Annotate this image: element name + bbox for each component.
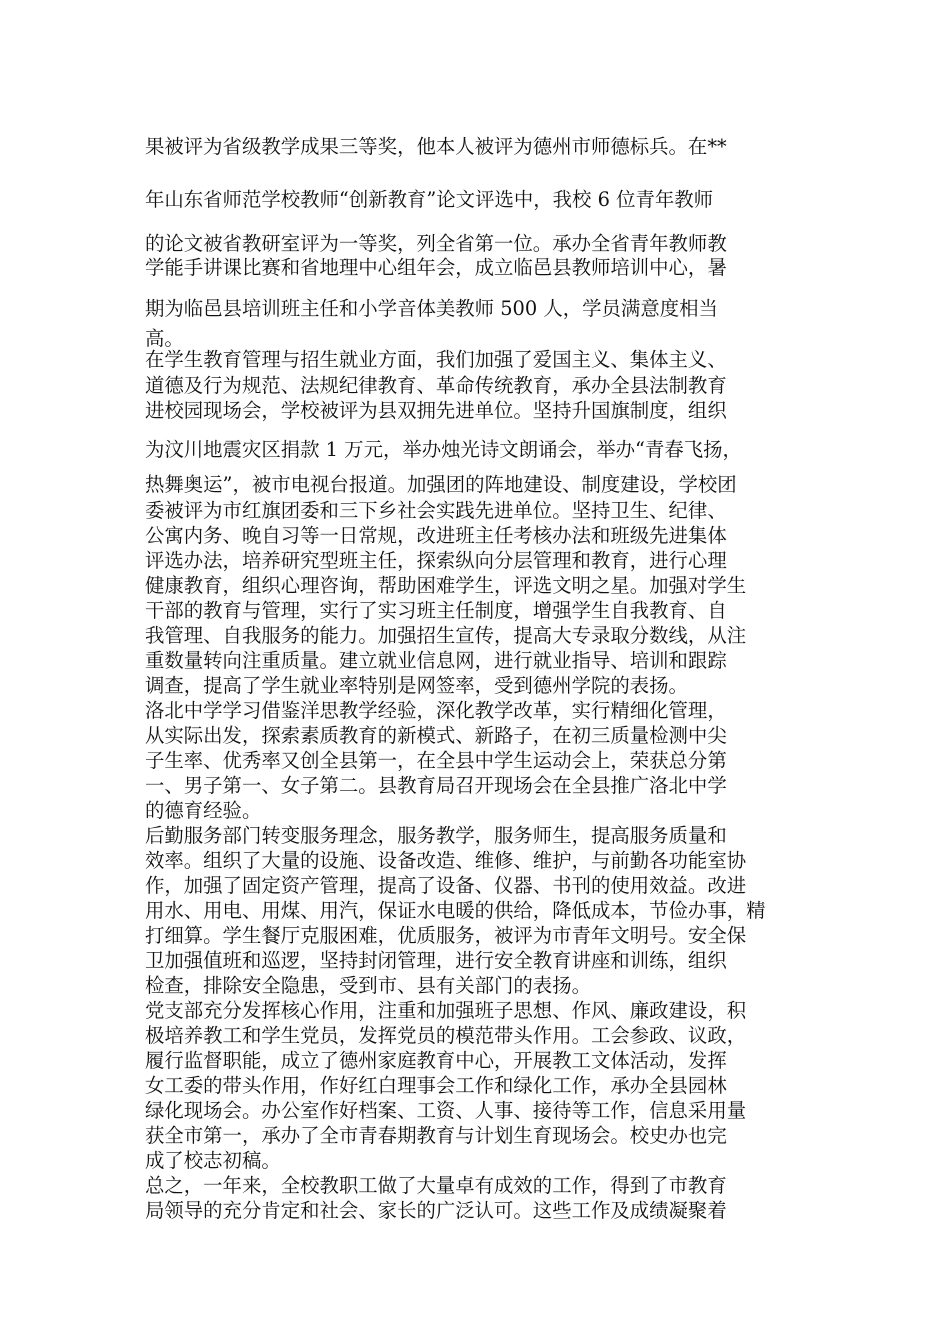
text-line: 评选办法，培养研究型班主任，探索纵向分层管理和教育，进行心理 xyxy=(145,549,727,572)
text-line: 重数量转向注重质量。建立就业信息网，进行就业指导、培训和跟踪 xyxy=(145,649,727,672)
text-line: 道德及行为规范、法规纪律教育、革命传统教育，承办全县法制教育 xyxy=(145,374,727,397)
text-line: 健康教育，组织心理咨询，帮助困难学生，评选文明之星。加强对学生 xyxy=(145,574,747,597)
text-line: 检查，排除安全隐患，受到市、县有关部门的表扬。 xyxy=(145,974,591,997)
text-line: 公寓内务、晚自习等一日常规，改进班主任考核办法和班级先进集体 xyxy=(145,524,727,547)
text-line: 果被评为省级教学成果三等奖，他本人被评为德州市师德标兵。在** xyxy=(145,135,727,158)
text-line: 进校园现场会，学校被评为县双拥先进单位。坚持升国旗制度，组织 xyxy=(145,399,727,422)
text-line: 从实际出发，探索素质教育的新模式、新路子，在初三质量检测中尖 xyxy=(145,724,727,747)
text-line: 一、男子第一、女子第二。县教育局召开现场会在全县推广洛北中学 xyxy=(145,774,727,797)
text-line: 的德育经验。 xyxy=(145,799,262,822)
text-line: 学能手讲课比赛和省地理中心组年会，成立临邑县教师培训中心，暑 xyxy=(145,256,727,279)
text-line: 总之，一年来，全校教职工做了大量卓有成效的工作，得到了市教育 xyxy=(145,1174,727,1197)
text-line: 的论文被省教研室评为一等奖，列全省第一位。承办全省青年教师教 xyxy=(145,232,727,255)
text-line: 用水、用电、用煤、用汽，保证水电暖的供给，降低成本，节俭办事，精 xyxy=(145,899,766,922)
text-line: 我管理、自我服务的能力。加强招生宣传，提高大专录取分数线，从注 xyxy=(145,624,747,647)
text-line: 极培养教工和学生党员，发挥党员的模范带头作用。工会参政、议政， xyxy=(145,1024,747,1047)
text-line: 期为临邑县培训班主任和小学音体美教师 500 人，学员满意度相当 xyxy=(145,297,718,320)
text-line: 为汶川地震灾区捐款 1 万元，举办烛光诗文朗诵会，举办“青春飞扬， xyxy=(145,438,742,461)
text-line: 作，加强了固定资产管理，提高了设备、仪器、书刊的使用效益。改进 xyxy=(145,874,747,897)
text-line: 卫加强值班和巡逻，坚持封闭管理，进行安全教育讲座和训练，组织 xyxy=(145,949,727,972)
text-line: 获全市第一，承办了全市青春期教育与计划生育现场会。校史办也完 xyxy=(145,1124,727,1147)
text-line: 在学生教育管理与招生就业方面，我们加强了爱国主义、集体主义、 xyxy=(145,348,727,371)
text-line: 女工委的带头作用，作好红白理事会工作和绿化工作，承办全县园林 xyxy=(145,1074,727,1097)
text-line: 委被评为市红旗团委和三下乡社会实践先进单位。坚持卫生、纪律、 xyxy=(145,499,727,522)
text-line: 效率。组织了大量的设施、设备改造、维修、维护，与前勤各功能室协 xyxy=(145,849,747,872)
text-line: 打细算。学生餐厅克服困难，优质服务，被评为市青年文明号。安全保 xyxy=(145,924,747,947)
text-line: 洛北中学学习借鉴洋思教学经验，深化教学改革，实行精细化管理， xyxy=(145,699,727,722)
text-line: 局领导的充分肯定和社会、家长的广泛认可。这些工作及成绩凝聚着 xyxy=(145,1199,727,1222)
text-line: 子生率、优秀率又创全县第一，在全县中学生运动会上，荣获总分第 xyxy=(145,749,727,772)
text-line: 高。 xyxy=(145,327,184,350)
text-line: 干部的教育与管理，实行了实习班主任制度，增强学生自我教育、自 xyxy=(145,599,727,622)
text-line: 调查，提高了学生就业率特别是网签率，受到德州学院的表扬。 xyxy=(145,674,688,697)
text-line: 年山东省师范学校教师“创新教育”论文评选中，我校 6 位青年教师 xyxy=(145,188,714,211)
text-line: 后勤服务部门转变服务理念，服务教学，服务师生，提高服务质量和 xyxy=(145,824,727,847)
text-line: 成了校志初稿。 xyxy=(145,1149,281,1172)
text-line: 党支部充分发挥核心作用，注重和加强班子思想、作风、廉政建设，积 xyxy=(145,999,747,1022)
text-line: 绿化现场会。办公室作好档案、工资、人事、接待等工作，信息采用量 xyxy=(145,1099,747,1122)
text-line: 履行监督职能，成立了德州家庭教育中心，开展教工文体活动，发挥 xyxy=(145,1049,727,1072)
text-line: 热舞奥运”，被市电视台报道。加强团的阵地建设、制度建设，学校团 xyxy=(145,473,737,496)
